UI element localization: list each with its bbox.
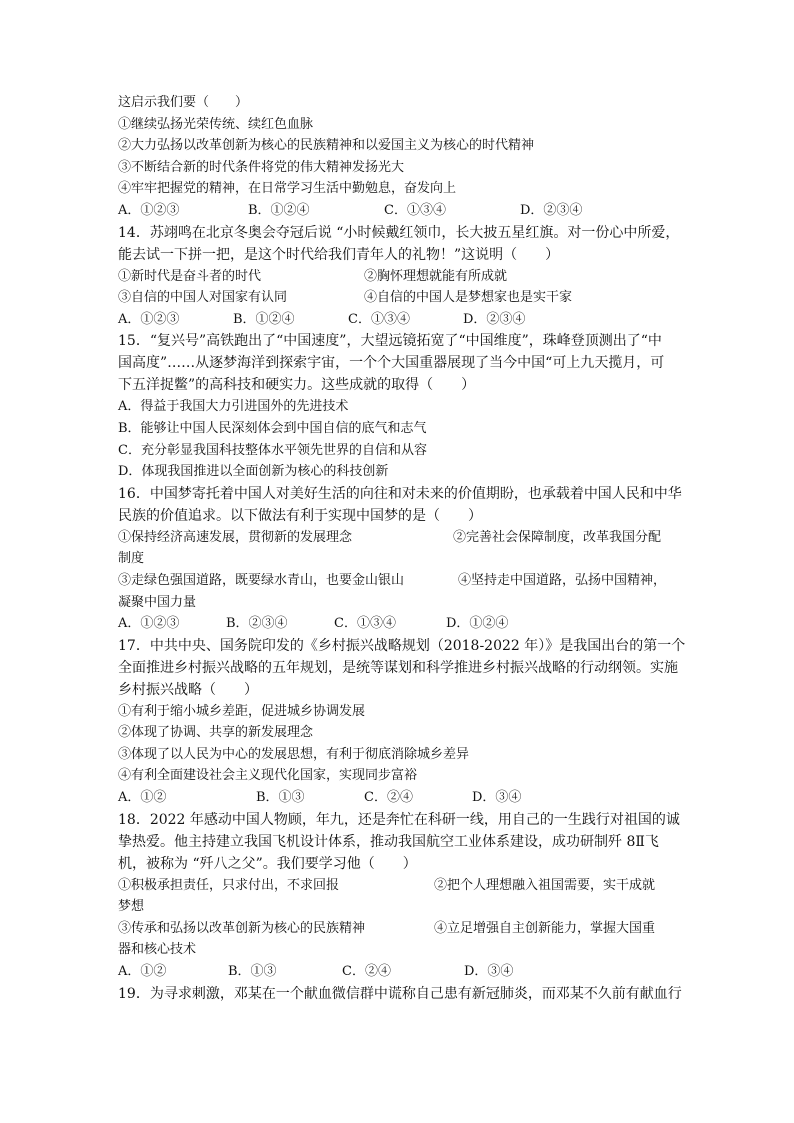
q17-option-b: B．①③ xyxy=(256,790,305,806)
q18-item-2-cont: 梦想 xyxy=(118,899,145,915)
q17-option-a: A．①② xyxy=(118,790,167,806)
q13-option-a: A．①②③ xyxy=(118,202,180,218)
q13-item-2: ②大力弘扬以改革创新为核心的民族精神和以爱国主义为核心的时代精神 xyxy=(118,138,535,154)
q18-item-4: ④立足增强自主创新能力，掌握大国重 xyxy=(434,920,656,936)
q18-items-row-1 xyxy=(118,875,686,897)
q17-item-4: ④有利全面建设社会主义现代化国家，实现同步富裕 xyxy=(118,768,418,784)
q14-item-3: ③自信的中国人对国家有认同 xyxy=(118,290,288,306)
q14-option-b: B．①②④ xyxy=(233,311,295,327)
q14-item-1: ①新时代是奋斗者的时代 xyxy=(118,268,262,284)
q18-line-3: 机，被称为 “歼八之父”。我们要学习他（ ） xyxy=(118,855,417,872)
q18-options xyxy=(118,961,686,983)
q15-line-1: 15．“复兴号”高铁跑出了“中国速度”，大望远镜拓宽了“中国维度”，珠峰登顶测出了“中 xyxy=(118,333,662,350)
q16-option-a: A．①②③ xyxy=(118,616,180,632)
q13-option-b: B．①②④ xyxy=(248,202,310,218)
q14-option-d: D．②③④ xyxy=(463,311,526,327)
q17-line-3: 乡村振兴战略（ ） xyxy=(118,681,258,698)
q17-options xyxy=(118,787,686,809)
q17-option-d: D．③④ xyxy=(472,790,522,806)
q13-option-d: D．②③④ xyxy=(520,202,583,218)
q16-items-row-1 xyxy=(118,527,686,549)
q17-line-1: 17．中共中央、国务院印发的《乡村振兴战略规划（2018-2022 年）》是我国出台的第一个 xyxy=(118,637,686,654)
q18-option-d: D．③④ xyxy=(464,964,514,980)
q17-item-3: ③体现了以人民为中心的发展思想，有利于彻底消除城乡差异 xyxy=(118,746,470,762)
q13-item-4: ④牢牢把握党的精神，在日常学习生活中勤勉息，奋发向上 xyxy=(118,181,457,197)
q18-item-3: ③传承和弘扬以改革创新为核心的民族精神 xyxy=(118,920,366,936)
q16-item-2-cont: 制度 xyxy=(118,551,145,567)
q14-item-4: ④自信的中国人是梦想家也是实干家 xyxy=(364,290,573,306)
q15-line-3: 下五洋捉鳖”的高科技和硬实力。这些成就的取得（ ） xyxy=(118,377,476,394)
q13-item-3: ③不断结合新的时代条件将党的伟大精神发扬光大 xyxy=(118,159,405,175)
q15-option-b: B．能够让中国人民深刻体会到中国自信的底气和志气 xyxy=(118,420,427,436)
q14-option-c: C．①③④ xyxy=(348,311,410,327)
q15-option-c: C．充分彰显我国科技整体水平领先世界的自信和从容 xyxy=(118,442,427,458)
q13-option-c: C．①③④ xyxy=(384,202,446,218)
q18-option-c: C．②④ xyxy=(342,964,391,980)
q17-option-c: C．②④ xyxy=(364,790,413,806)
q14-items-row-1 xyxy=(118,266,686,288)
q17-item-2: ②体现了协调、共享的新发展理念 xyxy=(118,725,314,741)
q18-item-1: ①积极承担责任，只求付出，不求回报 xyxy=(118,877,340,893)
q16-option-b: B．②③④ xyxy=(226,616,288,632)
q16-line-1: 16．中国梦寄托着中国人对美好生活的向往和对未来的价值期盼，也承载着中国人民和中华 xyxy=(118,485,682,502)
q17-item-1: ①有利于缩小城乡差距，促进城乡协调发展 xyxy=(118,703,366,719)
q16-item-3: ③走绿色强国道路，既要绿水青山，也要金山银山 xyxy=(118,572,405,588)
q16-option-d: D．①②④ xyxy=(446,616,509,632)
q14-item-2: ②胸怀理想就能有所成就 xyxy=(364,268,508,284)
q16-options xyxy=(118,613,686,635)
q17-line-2: 全面推进乡村振兴战略的五年规划，是统等谋划和科学推进乡村振兴战略的行动纲领。实施 xyxy=(118,659,678,676)
q18-item-2: ②把个人理想融入祖国需要，实干成就 xyxy=(434,877,656,893)
q13-stem-end: 这启示我们要（ ） xyxy=(118,95,249,110)
q14-option-a: A．①②③ xyxy=(118,311,180,327)
q18-items-row-2 xyxy=(118,918,686,940)
q15-option-a: A．得益于我国大力引进国外的先进技术 xyxy=(118,399,349,415)
q16-item-4-cont: 凝聚中国力量 xyxy=(118,594,197,610)
q16-option-c: C．①③④ xyxy=(334,616,396,632)
q13-item-1: ①继续弘扬光荣传统、续红色血脉 xyxy=(118,116,314,132)
q16-item-4: ④坚持走中国道路，弘扬中国精神， xyxy=(458,572,667,588)
q16-line-2: 民族的价值追求。以下做法有利于实现中国梦的是（ ） xyxy=(118,507,482,524)
q16-item-2: ②完善社会保障制度，改革我国分配 xyxy=(453,529,662,545)
q18-line-2: 挚热爱。他主持建立我国飞机设计体系，推动我国航空工业体系建设，成功研制歼 8Ⅱ飞 xyxy=(118,833,659,850)
q15-option-d: D．体现我国推进以全面创新为核心的科技创新 xyxy=(118,464,389,480)
q18-line-1: 18．2022 年感动中国人物顾，年九，还是奔忙在科研一线，用自己的一生践行对祖国的诚 xyxy=(118,811,680,828)
q18-item-4-cont: 器和核心技术 xyxy=(118,942,197,958)
q19-line-1: 19．为寻求刺激，邓某在一个献血微信群中谎称自己患有新冠肺炎，而邓某不久前有献血行 xyxy=(118,985,682,1002)
q14-line-2: 能去试一下拼一把，是这个时代给我们青年人的礼物！”这说明（ ） xyxy=(118,246,560,263)
q18-option-a: A．①② xyxy=(118,964,167,980)
q14-items-row-2 xyxy=(118,287,686,309)
q14-line-1: 14．苏翊鸣在北京冬奥会夺冠后说 “小时候戴红领巾，长大披五星红旗。对一份心中所爱， xyxy=(118,224,680,241)
q14-options xyxy=(118,309,686,331)
q16-item-1: ①保持经济高速发展，贯彻新的发展理念 xyxy=(118,529,353,545)
q13-options xyxy=(118,200,686,222)
q16-items-row-2 xyxy=(118,570,686,592)
q15-line-2: 国高度”……从逐梦海洋到探索宇宙，一个个大国重器展现了当今中国“可上九天揽月，可 xyxy=(118,355,665,372)
q18-option-b: B．①③ xyxy=(228,964,277,980)
